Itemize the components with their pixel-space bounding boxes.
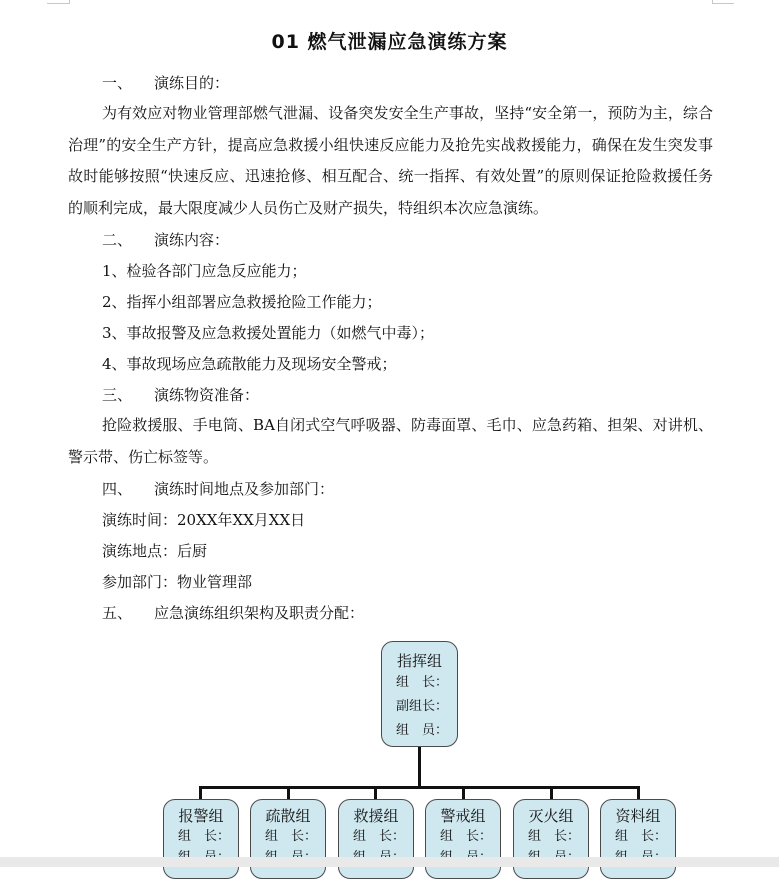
document-title: 01 燃气泄漏应急演练方案 [271, 31, 508, 53]
section-title: 演练目的： [154, 74, 230, 92]
org-box-command [381, 641, 458, 747]
org-box-alarm [163, 799, 239, 879]
section-title: 演练内容： [154, 231, 230, 249]
drill-time: 演练时间：20XX年XX月XX日 [102, 511, 306, 529]
org-connector-drop [550, 786, 553, 800]
window-bottom-edge [0, 857, 779, 867]
org-leader-label: 组 长： [615, 829, 668, 844]
org-connector-trunk [418, 747, 421, 788]
org-box-title: 救援组 [353, 807, 399, 825]
org-connector-drop [462, 786, 465, 800]
page-corner-mark-left [47, 3, 69, 4]
org-leader-label: 组 长： [353, 829, 406, 844]
org-box-title: 资料组 [615, 807, 661, 825]
org-box-guard [425, 799, 501, 879]
org-box-title: 疏散组 [265, 807, 311, 825]
org-connector-drop [374, 786, 377, 800]
org-box-evacuation [250, 799, 326, 879]
section-number: 五、 [102, 604, 133, 622]
drill-place: 演练地点：后厨 [102, 542, 208, 560]
org-box-records [600, 799, 676, 879]
org-connector-drop [287, 786, 290, 800]
section-heading-2 [102, 230, 229, 250]
org-box-firefighting [513, 799, 589, 879]
org-leader-label: 组 长： [528, 829, 581, 844]
org-member-label: 组 员： [396, 723, 449, 738]
page-corner-mark-right-v [712, 0, 713, 4]
org-leader-label: 组 长： [396, 675, 449, 690]
list-item: 2、指挥小组部署应急救援抢险工作能力； [102, 293, 382, 311]
drill-department: 参加部门：物业管理部 [102, 573, 253, 591]
org-box-title: 报警组 [178, 807, 224, 825]
org-box-title: 指挥组 [396, 652, 442, 670]
list-item: 1、检验各部门应急反应能力； [102, 262, 307, 280]
org-box-rescue [338, 799, 414, 879]
list-item: 3、事故报警及应急救援处置能力（如燃气中毒）； [102, 324, 435, 342]
org-leader-label: 组 长： [265, 829, 318, 844]
list-item: 4、事故现场应急疏散能力及现场安全警戒； [102, 355, 397, 373]
org-deputy-label: 副组长： [396, 699, 449, 714]
section-number: 一、 [102, 74, 133, 92]
org-connector-bar [199, 786, 640, 789]
section-title: 演练物资准备： [154, 386, 260, 404]
section-heading-1 [102, 73, 229, 93]
org-leader-label: 组 长： [440, 829, 493, 844]
paragraph-purpose: 为有效应对物业管理部燃气泄漏、设备突发安全生产事故，坚持“安全第一，预防为主，综合治理”的安全生产方针，提高应急救援小组快速反应能力及抢先实战救援能力，确保在发生突发事故时能够按照“快速反应、迅速抢修、相互配合、统一指挥、有效处置”的原则保证抢险救援任务的顺利完成，最大限度减少人员伤亡及财产损失，特组织本次应急演练。 [68, 104, 713, 217]
page-corner-mark-right [712, 3, 734, 4]
page-corner-mark-left-v [69, 0, 70, 4]
org-leader-label: 组 长： [178, 829, 231, 844]
org-connector-drop [199, 786, 202, 800]
org-box-title: 灭火组 [528, 807, 574, 825]
paragraph-materials: 抢险救援服、手电筒、BA自闭式空气呼吸器、防毒面罩、毛巾、应急药箱、担架、对讲机、警示带、伤亡标签等。 [68, 416, 713, 466]
section-number: 二、 [102, 231, 133, 249]
section-number: 四、 [102, 480, 133, 498]
section-title: 应急演练组织架构及职责分配： [154, 604, 365, 622]
section-title: 演练时间地点及参加部门： [154, 480, 335, 498]
org-box-title: 警戒组 [440, 807, 486, 825]
section-heading-4 [102, 479, 334, 499]
section-heading-3 [102, 385, 259, 405]
section-heading-5 [102, 603, 364, 623]
section-number: 三、 [102, 386, 133, 404]
org-connector-drop [637, 786, 640, 800]
